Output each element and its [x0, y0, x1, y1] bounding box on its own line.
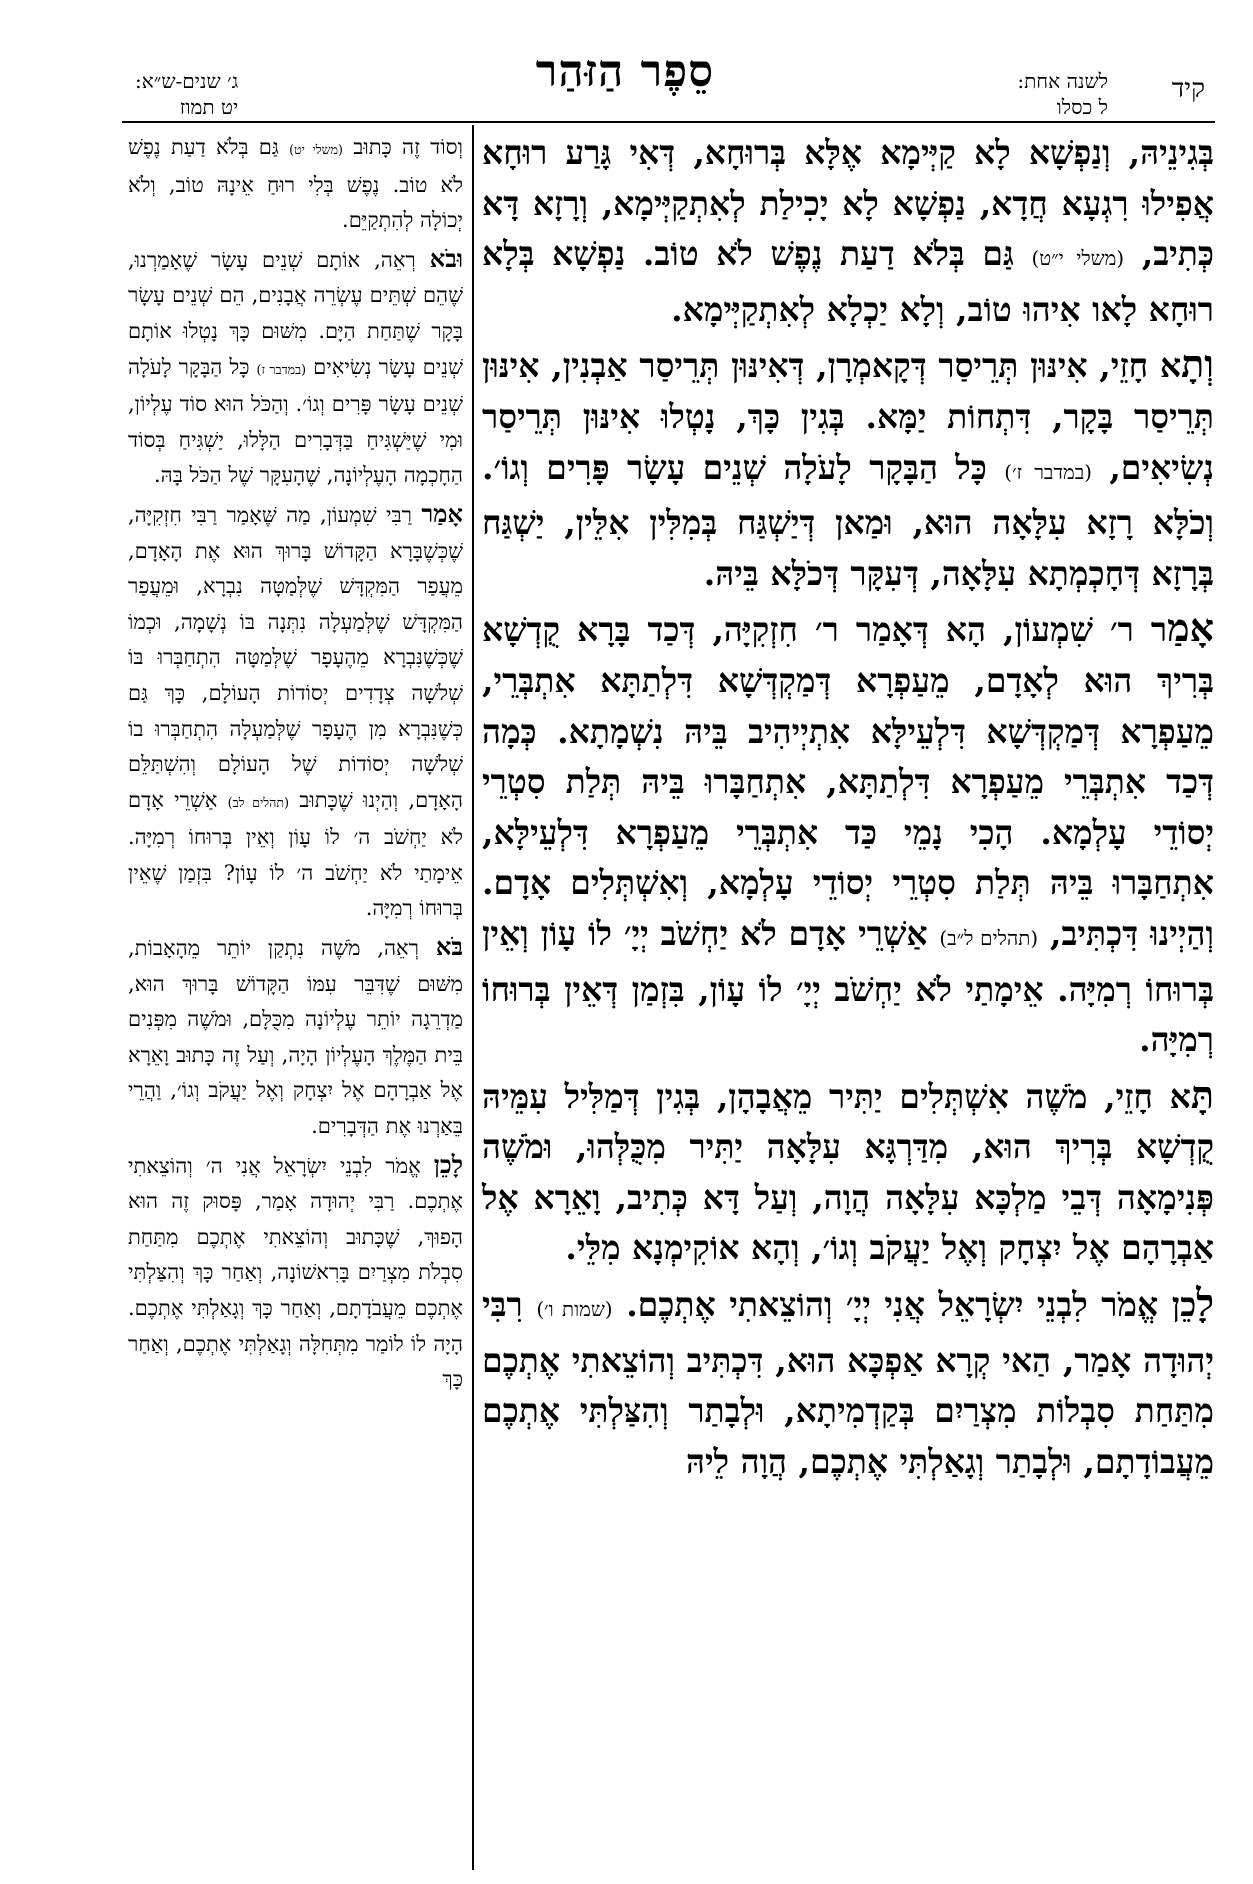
three-year-date: יט תמוז [179, 95, 239, 119]
paragraph-text: וְסוֹד זֶה כָּתוּב [353, 135, 463, 159]
paragraph-text: גַּם בְּלֹא דַעַת נֶפֶשׁ לֹא טוֹב. נֶפֶשׁ בְּלִי רוּחַ אֵינָהּ טוֹב, וְלֹא יְכוֹלָה לְהִתְקַיֵּם. [128, 135, 463, 233]
aramaic-paragraph [482, 339, 1214, 599]
one-year-date: ל כסלו [1056, 95, 1108, 119]
verse-reference: (במדבר ז) [256, 361, 307, 377]
paragraph-text: א חָזֵי, אִינּוּן תְּרֵיסַר דְּקָאמְרָן, דְּאִינּוּן תְּרֵיסַר אַבְנִין, אִינּוּן תְּרֵיסַר בָּקָר, דִּתְחוֹת יַמָּא. בְּגִין כָּךְ, נָטְלוּ אִינּוּן תְּרֵיסַר נְשִׂיאִים, [482, 346, 1214, 487]
three-year-label: ג׳ שנים-ש״א: [135, 69, 239, 93]
one-year-schedule [1017, 68, 1108, 120]
verse-reference: (במדבר ז׳) [1004, 460, 1092, 484]
paragraph-text: רְאֵה, מֹשֶׁה נִתְקַן יוֹתֵר מֵהָאָבוֹת, מִשּׁוּם שֶׁדִּבֵּר עִמּוֹ הַקָּדוֹשׁ בָּרוּךְ הוּא, מַדְרֵגָה יוֹתֵר עֶלְיוֹנָה מִכֻּלָּם, וּמֹשֶׁה מִפְּנִים בֵּית הַמֶּלֶךְ הָעֶלְיוֹן הָיָה, וְעַל זֶה כָּתוּב וָאֵרָא אֶל אַבְרָהָם אֶל יִצְחָק וְאֶל יַעֲקֹב וְגוֹ׳, וַהֲרֵי בֵּאַרְנוּ אֶת הַדְּבָרִים. [128, 936, 463, 1139]
paragraph-lead-word: וּבֹא [429, 243, 463, 273]
hebrew-column [128, 130, 463, 1870]
column-divider [472, 125, 474, 1870]
verse-reference: (משלי י״ט) [1031, 247, 1125, 271]
verse-reference: (תהלים לב) [227, 794, 290, 810]
paragraph-lead-word: בֹּא [435, 932, 463, 962]
aramaic-paragraph [482, 603, 1214, 1065]
paragraph-text: א חָזֵי, מֹשֶׁה אִשְׁתְּלִים יַתִּיר מֵאֲבָהָן, בְּגִין דְּמַלִּיל עִמֵּיהּ קֻדְשָׁא בְּרִיךְ הוּא, מִדַּרְגָּא עִלָּאָה יַתִּיר מִכֻּלְּהוּ, וּמֹשֶׁה פְּנִימָאָה דְּבֵי מַלְכָּא עִלָּאָה הֲוָה, וְעַל דָּא כְּתִיב, וָאֵרָא אֶל אַבְרָהָם אֶל יִצְחָק וְאֶל יַעֲקֹב וְגוֹ׳, וְהָא אוֹקִימְנָא מִלֵּי. [482, 1076, 1215, 1268]
hebrew-paragraph [128, 241, 463, 494]
verse-reference: (שמות ו׳) [536, 1298, 613, 1322]
paragraph-lead-word: וְתָ [1181, 341, 1214, 387]
paragraph-text: רְאֵה, אוֹתָם שְׁנֵים עָשָׂר שֶׁאָמַרְנוּ, שֶׁהֵם שְׁתֵּים עֶשְׂרֵה אֲבָנִים, הֵם שְׁנֵים עָשָׂר בָּקָר שֶׁתַּחַת הַיָּם. מִשּׁוּם כָּךְ נָטְלוּ אוֹתָם שְׁנֵים עָשָׂר נְשִׂיאִים [128, 247, 463, 379]
hebrew-paragraph [128, 496, 463, 927]
aramaic-paragraph [482, 1070, 1214, 1274]
paragraph-lead-word: אָמַ [1167, 605, 1214, 651]
aramaic-column [482, 128, 1214, 1868]
book-title: סֵפֶר הַזּהַר [535, 46, 715, 97]
hebrew-paragraph [128, 1147, 463, 1398]
paragraph-text: אֱמֹר לִבְנֵי יִשְׂרָאֵל אֲנִי ה׳ וְהוֹצֵאתִי אֶתְכֶם. רַבִּי יְהוּדָה אָמַר, פָּסוּק זֶה הוּא הָפוּךְ, שֶׁכָּתוּב וְהוֹצֵאתִי אֶתְכֶם מִתַּחַת סִבְלֹת מִצְרַיִם בָּרִאשׁוֹנָה, וְאַחַר כָּךְ וְהִצַּלְתִּי אֶתְכֶם מֵעֲבֹדָתָם, וְאַחַר כָּךְ וְגָאַלְתִּי אֶתְכֶם. הָיָה לוֹ לוֹמַר מִתְּחִלָּה וְגָאַלְתִּי אֶתְכֶם, וְאַחַר כָּךְ [128, 1153, 463, 1392]
header-rule [122, 121, 1215, 123]
aramaic-paragraph [482, 128, 1214, 335]
page-number: קיד [1171, 74, 1205, 104]
paragraph-text: כָּל הַבָּקָר לָעֹלָה שְׁנֵים עָשָׂר פָּרִים וְגוֹ׳. וְהַכֹּל הוּא סוֹד עֶלְיוֹן, וּמִי שֶׁיַּשְׁגִּיחַ בַּדְּבָרִים הַלָּלוּ, יַשְׁגִּיחַ בְּסוֹד הַחָכְמָה הָעֶלְיוֹנָה, שֶׁהָעִקָּר שֶׁל הַכֹּל בָּהּ. [128, 354, 463, 488]
hebrew-paragraph [128, 929, 463, 1145]
aramaic-paragraph [482, 1278, 1214, 1487]
paragraph-text: אַשְׁרֵי אָדָם לֹא יַחְשֹׁב יְיָ׳ לוֹ עָוֹן וְאֵין בְּרוּחוֹ רְמִיָּה. אֵימָתַי לֹא יַחְשֹׁב יְיָ׳ לוֹ עָוֹן, בִּזְמַן דְּאֵין בְּרוּחוֹ רְמִיָּה. [482, 913, 1214, 1060]
verse-reference: (תהלים ל״ב) [939, 926, 1039, 950]
paragraph-text: כָּל הַבָּקָר לָעֹלָה שְׁנֵים עָשָׂר פָּרִים וְגוֹ׳. וְכֹלָּא רָזָא עִלָּאָה הוּא, וּמַאן דְּיַשְׁגַּח בְּמִלִּין אִלֵּין, יַשְׁגַּח בְּרָזָא דְּחָכְמְתָא עִלָּאָה, דְּעִקָּר דְּכֹלָּא בֵּיהּ. [482, 447, 1214, 593]
paragraph-text: אַשְׁרֵי אָדָם לֹא יַחְשֹׁב ה׳ לוֹ עָוֹן וְאֵין בְּרוּחוֹ רְמִיָּה. אֵימָתַי לֹא יַחְשֹׁב ה׳ לוֹ עָוֹן? בִּזְמַן שֶׁאֵין בְּרוּחוֹ רְמִיָּה. [128, 787, 463, 921]
paragraph-text: רַבִּי שִׁמְעוֹן, מַה שֶּׁאָמַר רַבִּי חִזְקִיָּה, שֶׁכְּשֶׁבָּרָא הַקָּדוֹשׁ בָּרוּךְ הוּא אֶת הָאָדָם, מֵעֲפַר הַמִּקְדָּשׁ שֶׁלְּמַטָּה נִבְרָא, וּמֵעֲפַר הַמִּקְדָּשׁ שֶׁלְּמַעְלָה נִתְּנָה בּוֹ נְשָׁמָה, וּכְמוֹ שֶׁכְּשֶׁנִּבְרָא מֵהֶעָפָר שֶׁלְּמַטָּה הִתְחַבְּרוּ בּוֹ שְׁלֹשָׁה צְדָדִים יְסוֹדוֹת הָעוֹלָם, כָּךְ גַּם כְּשֶׁנִּבְרָא מִן הֶעָפָר שֶׁלְּמַעְלָה הִתְחַבְּרוּ בוֹ שְׁלֹשָׁה יְסוֹדוֹת שֶׁל הָעוֹלָם וְהִשְׁתַּלֵּם הָאָדָם, וְהַיְנוּ שֶׁכָּתוּב [128, 502, 463, 812]
paragraph-lead-word: לָ [1196, 1280, 1215, 1326]
three-year-schedule [135, 68, 238, 120]
page-header [0, 0, 1253, 125]
one-year-label: לשנה אחת: [1017, 69, 1108, 93]
verse-reference: (משלי יט) [289, 142, 343, 157]
paragraph-lead-word: תָּ [1190, 1071, 1214, 1117]
paragraph-text: ר ר׳ שִׁמְעוֹן, הָא דְּאָמַר ר׳ חִזְקִיָּה, דְּכַד בָּרָא קֻדְשָׁא בְּרִיךְ הוּא לְאָדָם, מֵעַפְרָא דְּמַקְדְּשָׁא דִּלְתַתָּא אִתְבְּרֵי, מֵעַפְרָא דְּמַקְדְּשָׁא דִּלְעֵילָּא אִתְיְיהִיב בֵּיהּ נִשְׁמָתָא. כְּמָה דְּכַד אִתְבְּרֵי מֵעַפְרָא דִּלְתַתָּא, אִתְחַבָּרוּ בֵּיהּ תְּלַת סִטְרֵי יְסוֹדֵי עָלְמָא. הָכִי נָמֵי כַּד אִתְבְּרֵי מֵעַפְרָא דִּלְעֵילָּא, אִתְחַבָּרוּ בֵּיהּ תְּלַת סִטְרֵי יְסוֹדֵי עָלְמָא, וְאִשְׁתְּלִים אָדָם. וְהַיְינוּ דִּכְתִּיב, [482, 610, 1214, 953]
paragraph-text: גַּם בְּלֹא דַעַת נֶפֶשׁ לֹא טוֹב. נַפְשָׁא בְּלָא רוּחָא לָאו אִיהוּ טוֹב, וְלָא יַכְלָא לְאִתְקַיְּימָא. [482, 234, 1214, 329]
paragraph-text: בְּגִינֵיהּ, וְנַפְשָׁא לָא קַיְּימָא אֶלָּא בְּרוּחָא, דְּאִי גָּרַע רוּחָא אֲפִילוּ רִגְעָא חֲדָא, נַפְשָׁא לָא יָכִילַת לְאִתְקַיְּימָא, וְרָזָא דָּא כְּתִיב, [482, 133, 1215, 274]
paragraph-text: רִבִּי יְהוּדָה אָמַר, הַאי קְרָא אַפְכָּא הוּא, דִּכְתִּיב וְהוֹצֵאתִי אֶתְכֶם מִתַּחַת סִבְלוֹת מִצְרַיִם בְּקַדְמִיתָא, וּלְבָתַר וְהִצַּלְתִּי אֶתְכֶם מֵעֲבוֹדָתָם, וּלְבָתַר וְגָאַלְתִּי אֶתְכֶם, הֲוָה לֵיהּ [482, 1285, 1214, 1481]
paragraph-lead-word: אָמַר [421, 498, 463, 528]
paragraph-text: כֵן אֱמֹר לִבְנֵי יִשְׂרָאֵל אֲנִי יְיָ׳ וְהוֹצֵאתִי אֶתְכֶם. [626, 1285, 1197, 1325]
paragraph-lead-word: לָכֵן [433, 1149, 463, 1179]
hebrew-paragraph [128, 130, 463, 239]
